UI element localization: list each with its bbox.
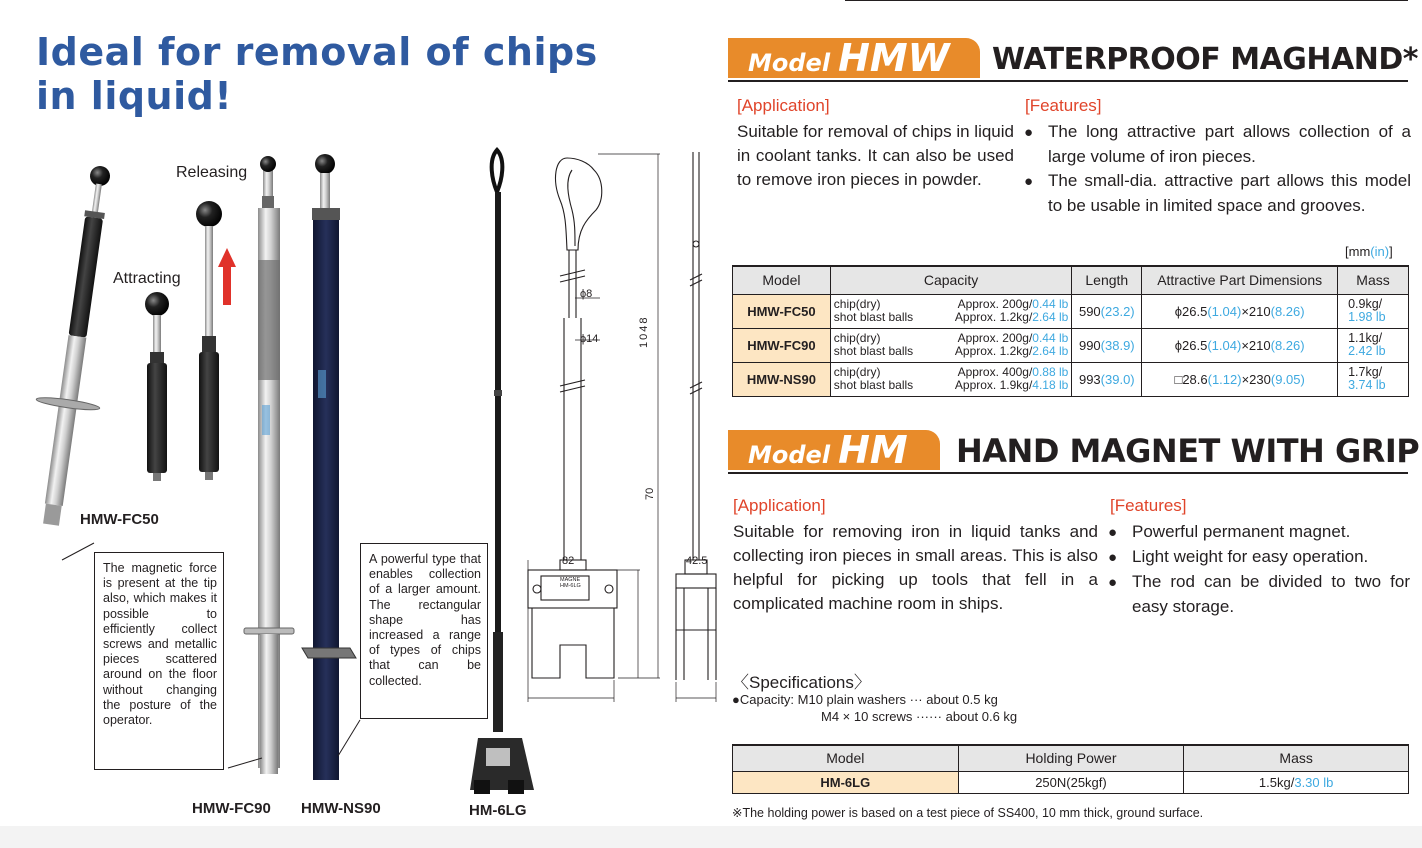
- spec-heading: 〈Specifications〉: [732, 673, 871, 692]
- hm-spec-table: [732, 744, 1409, 794]
- cap-label: shot blast balls: [833, 344, 914, 358]
- hm-feature-item: [1108, 570, 1410, 619]
- cap-label: shot blast balls: [833, 378, 914, 392]
- cap-lb: 2.64 lb: [1032, 344, 1069, 358]
- hm-title-rule: [728, 472, 1408, 474]
- bullet-icon: ●: [1108, 549, 1118, 566]
- unit-note-suffix: ]: [1389, 244, 1393, 259]
- hmw-feature-text: The long attractive part allows collection of a large volume of iron pieces.: [1048, 122, 1411, 166]
- ns90-leader-line: [338, 720, 360, 756]
- hmw-ns90-photo: [302, 154, 356, 780]
- spec-line-2: M4 × 10 screws ······ about 0.6 kg: [821, 709, 1018, 724]
- cap-label: chip(dry): [833, 297, 881, 311]
- row-model: HMW-NS90: [733, 362, 831, 396]
- row-capacity: [830, 294, 1072, 328]
- cap-g: Approx. 400g/: [957, 365, 1033, 379]
- row-model: HMW-FC90: [733, 328, 831, 362]
- hmw-application-label: [Application]: [737, 96, 830, 115]
- row-dimensions: [1142, 328, 1338, 362]
- dim-pre: □28.6: [1174, 371, 1208, 387]
- cap-label: chip(dry): [833, 331, 881, 345]
- dim-in2: (8.26): [1270, 337, 1305, 353]
- col-length: Length: [1072, 266, 1142, 294]
- dim-mid: ×210: [1241, 337, 1271, 353]
- dim-42-5: 42.5: [686, 555, 708, 567]
- nameplate: [560, 577, 581, 589]
- hm-feature-item: [1108, 520, 1410, 545]
- table-row: [733, 328, 1409, 362]
- cap-g: Approx. 200g/: [957, 297, 1033, 311]
- mass-lb: 1.98 lb: [1348, 310, 1386, 324]
- headline-line-1: Ideal for removal of chips: [36, 30, 598, 74]
- dim-in1: (1.12): [1207, 371, 1242, 387]
- dim-pre: ϕ26.5: [1174, 337, 1208, 353]
- dim-mid: ×230: [1241, 371, 1271, 387]
- mass-lb: 2.42 lb: [1348, 344, 1386, 358]
- hmw-fc50-photo: [19, 162, 133, 529]
- row-holding-power: 250N(25kgf): [958, 771, 1184, 793]
- dim-in1: (1.04): [1207, 337, 1242, 353]
- cap-g: Approx. 1.9kg/: [954, 378, 1033, 392]
- hm-feature-text: Light weight for easy operation.: [1132, 547, 1369, 566]
- cap-lb: 0.88 lb: [1032, 365, 1069, 379]
- mass-kg: 1.7kg/: [1348, 365, 1383, 379]
- hm-section-title: HAND MAGNET WITH GRIP: [956, 432, 1420, 470]
- callout-ns90: A powerful type that enables collection of a larger amount. The rectangular shape has increased a range of types of chips that can be collected.: [360, 543, 488, 719]
- hmw-spec-table: [732, 265, 1409, 397]
- hmw-badge-prefix: Model: [748, 49, 831, 77]
- dim-in2: (8.26): [1270, 303, 1305, 319]
- top-rule: [845, 0, 1408, 1]
- row-capacity: [830, 328, 1072, 362]
- hm-feature-item: [1108, 545, 1410, 570]
- dim-phi8: ϕ8: [580, 288, 593, 300]
- row-mass: [1338, 294, 1409, 328]
- cap-label: chip(dry): [833, 365, 881, 379]
- dim-82: 82: [562, 555, 575, 567]
- unit-note: [1345, 244, 1393, 259]
- dim-1048: 1048: [638, 315, 650, 348]
- unit-note-in: (in): [1370, 244, 1390, 259]
- hm-table-header: [733, 745, 1409, 771]
- bullet-icon: ●: [1024, 124, 1034, 141]
- hm-features-label: [Features]: [1110, 496, 1187, 515]
- row-dimensions: [1142, 294, 1338, 328]
- footer-band: [0, 826, 1422, 848]
- hmw-badge-model: HMW: [838, 36, 950, 80]
- hmw-fc90-photo: [244, 156, 294, 774]
- col-holding-power: Holding Power: [958, 745, 1184, 771]
- hmw-feature-item: [1024, 120, 1411, 169]
- technical-drawing-front: [528, 154, 660, 702]
- dim-mid: ×210: [1241, 303, 1271, 319]
- footnote: ※The holding power is based on a test piece of SS400, 10 mm thick, ground surface.: [732, 806, 1204, 820]
- cap-lb: 4.18 lb: [1032, 378, 1069, 392]
- hmw-application-text: Suitable for removal of chips in liquid in coolant tanks. It can also be used to remove iron pieces in powder.: [737, 122, 1014, 189]
- hm-badge-model: HM: [838, 428, 908, 472]
- cap-lb: 2.64 lb: [1032, 310, 1069, 324]
- row-dimensions: [1142, 362, 1338, 396]
- cap-label: shot blast balls: [833, 310, 914, 324]
- len-in: (23.2): [1100, 303, 1135, 319]
- fc90-leader-line: [228, 758, 262, 768]
- label-releasing: Releasing: [176, 164, 248, 181]
- mass-kg: 1.1kg/: [1348, 331, 1383, 345]
- row-capacity: [830, 362, 1072, 396]
- hm-model-badge: [728, 430, 940, 470]
- unit-note-prefix: [mm: [1345, 244, 1371, 259]
- row-length: [1072, 294, 1142, 328]
- bullet-icon: ●: [1024, 173, 1034, 190]
- hmw-features-list: [1024, 120, 1411, 218]
- cap-lb: 0.44 lb: [1032, 331, 1069, 345]
- hm-feature-text: Powerful permanent magnet.: [1132, 522, 1351, 541]
- attracting-rod-photo: [145, 292, 169, 481]
- dim-in1: (1.04): [1207, 303, 1242, 319]
- hm-badge-prefix: Model: [748, 441, 831, 469]
- hmw-feature-item: [1024, 169, 1411, 218]
- dim-phi14: ϕ14: [580, 333, 599, 345]
- row-length: [1072, 362, 1142, 396]
- dim-70: 70: [644, 487, 656, 500]
- len-mm: 993: [1078, 371, 1101, 387]
- bullet-icon: ●: [1108, 574, 1118, 591]
- dim-pre: ϕ26.5: [1174, 303, 1208, 319]
- headline: [36, 30, 696, 118]
- label-hmw-fc90: HMW-FC90: [192, 800, 271, 817]
- mass-kg: 0.9kg/: [1348, 297, 1383, 311]
- row-mass: [1338, 362, 1409, 396]
- hm-application-text: Suitable for removing iron in liquid tanks and collecting iron pieces in small areas. This is also helpful for picking up tools that fell in a complicated machine room in ships.: [733, 522, 1098, 613]
- mass-lb: 3.74 lb: [1348, 378, 1386, 392]
- label-hmw-ns90: HMW-NS90: [301, 800, 381, 817]
- label-hm-6lg: HM-6LG: [469, 802, 527, 819]
- hm-application-label: [Application]: [733, 496, 826, 515]
- mass-kg: 1.5kg/: [1258, 774, 1295, 790]
- col-model: Model: [733, 266, 831, 294]
- cap-g: Approx. 1.2kg/: [954, 344, 1033, 358]
- hm-feature-text: The rod can be divided to two for easy storage.: [1132, 572, 1410, 616]
- col-mass: Mass: [1338, 266, 1409, 294]
- hmw-table-header: [733, 266, 1409, 294]
- callout-fc50: The magnetic force is present at the tip also, which makes it possible to efficiently collect screws and metallic pieces scattered around on the floor without changing the posture of the operator.: [94, 552, 224, 770]
- row-model: HMW-FC50: [733, 294, 831, 328]
- len-in: (38.9): [1100, 337, 1135, 353]
- col-attractive-dimensions: Attractive Part Dimensions: [1142, 266, 1338, 294]
- hmw-section-title: WATERPROOF MAGHAND*: [992, 42, 1418, 77]
- hmw-feature-text: The small-dia. attractive part allows this model to be usable in limited space and grooves.: [1048, 171, 1411, 215]
- hm-features-list: [1108, 520, 1410, 619]
- label-attracting: Attracting: [113, 270, 181, 287]
- hmw-model-badge: [728, 38, 980, 78]
- hmw-features-label: [Features]: [1025, 96, 1102, 115]
- spec-line-1: ●Capacity: M10 plain washers ··· about 0.5 kg: [732, 692, 998, 707]
- row-model: HM-6LG: [733, 771, 959, 793]
- bullet-icon: ●: [1108, 524, 1118, 541]
- technical-drawing-side: [676, 152, 716, 702]
- dim-in2: (9.05): [1270, 371, 1305, 387]
- row-mass: [1338, 328, 1409, 362]
- row-mass: [1184, 771, 1409, 793]
- len-in: (39.0): [1100, 371, 1135, 387]
- headline-line-2: in liquid!: [36, 74, 233, 118]
- nameplate-line-1: MAGNE: [560, 577, 581, 583]
- cap-g: Approx. 200g/: [957, 331, 1033, 345]
- len-mm: 990: [1078, 337, 1101, 353]
- col-model: Model: [733, 745, 959, 771]
- col-capacity: Capacity: [830, 266, 1072, 294]
- mass-lb: 3.30 lb: [1294, 774, 1334, 790]
- cap-g: Approx. 1.2kg/: [954, 310, 1033, 324]
- row-length: [1072, 328, 1142, 362]
- red-arrow-icon: [218, 248, 236, 305]
- cap-lb: 0.44 lb: [1032, 297, 1069, 311]
- len-mm: 590: [1078, 303, 1101, 319]
- label-hmw-fc50: HMW-FC50: [80, 511, 159, 528]
- table-row: [733, 771, 1409, 793]
- nameplate-line-2: HM-6LG: [560, 583, 581, 589]
- table-row: [733, 362, 1409, 396]
- fc50-leader-line: [62, 543, 94, 560]
- hmw-title-rule: [728, 80, 1408, 82]
- col-mass: Mass: [1184, 745, 1409, 771]
- table-row: [733, 294, 1409, 328]
